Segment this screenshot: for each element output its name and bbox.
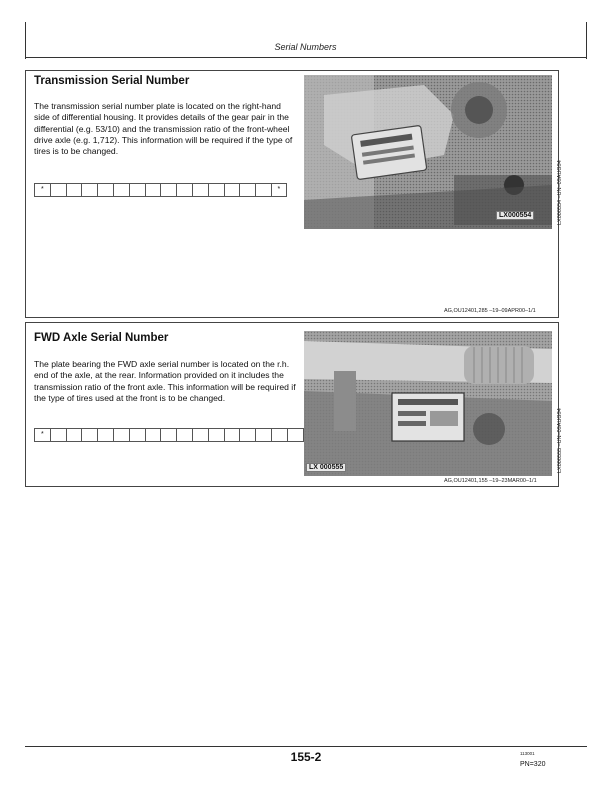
- serial-box: [145, 428, 161, 442]
- serial-box: [287, 428, 303, 442]
- serial-box: [66, 183, 82, 197]
- photo-label: LX 000555: [306, 463, 346, 472]
- reference-code: AG,OU12401,155 –19–23MAR00–1/1: [444, 478, 537, 484]
- transmission-plate-photo: [304, 75, 552, 229]
- reference-code: AG,OU12401,285 –19–09APR00–1/1: [444, 308, 536, 314]
- serial-box-end: *: [271, 183, 287, 197]
- serial-box: [129, 428, 145, 442]
- serial-box: [192, 183, 208, 197]
- serial-box: [97, 183, 113, 197]
- serial-box: [192, 428, 208, 442]
- serial-box-start: *: [34, 183, 50, 197]
- serial-box: [50, 183, 66, 197]
- serial-box-start: *: [34, 428, 50, 442]
- serial-box: [176, 183, 192, 197]
- page-number: 155-2: [290, 750, 322, 764]
- serial-box: [81, 183, 97, 197]
- photo-label: LX000554: [496, 211, 534, 220]
- transmission-serial-section: [25, 70, 563, 318]
- serial-box: [176, 428, 192, 442]
- serial-box: [255, 428, 271, 442]
- page-header-title: Serial Numbers: [274, 42, 337, 52]
- serial-number-boxes: [34, 428, 318, 442]
- footer-code: 113001: [520, 751, 535, 756]
- serial-box: [145, 183, 161, 197]
- serial-box: [255, 183, 271, 197]
- section-body: The plate bearing the FWD axle serial number is located on the r.h. end of the axle, at the rear. Information provided on it includes the transmission ratio of the front axle. This information will be required if the type of tires used at the front is to be changed.: [34, 359, 296, 403]
- serial-box: [224, 183, 240, 197]
- section-title: FWD Axle Serial Number: [34, 332, 169, 344]
- footer-pn: PN=320: [520, 761, 546, 768]
- serial-box: [113, 428, 129, 442]
- fwd-axle-plate-photo: [304, 331, 552, 476]
- serial-box: [208, 428, 224, 442]
- serial-box: [208, 183, 224, 197]
- header-left-rule: [25, 22, 26, 59]
- serial-box: [50, 428, 66, 442]
- serial-box: [97, 428, 113, 442]
- serial-box: [239, 183, 255, 197]
- serial-box: [160, 428, 176, 442]
- serial-box: [66, 428, 82, 442]
- photo-side-caption: LX000555 –UN–09AUG94: [557, 408, 563, 473]
- serial-box: [271, 428, 287, 442]
- serial-box: [224, 428, 240, 442]
- serial-box: [81, 428, 97, 442]
- section-body: The transmission serial number plate is located on the right-hand side of differential housing. It provides details of the gear pair in the differential (e.g. 53/10) and the transmission ratio of the front-wheel drive axle (e.g. 1,712). This information will be required if the type of tires is to be changed.: [34, 101, 293, 157]
- header-right-rule: [586, 22, 587, 59]
- serial-box: [129, 183, 145, 197]
- photo-side-caption: LX000554 –UN–09AUG94: [557, 160, 563, 225]
- serial-number-boxes: [34, 183, 287, 197]
- serial-box: [113, 183, 129, 197]
- fwd-axle-serial-section: [25, 322, 563, 487]
- header-rule: [25, 57, 587, 58]
- serial-box: [239, 428, 255, 442]
- serial-box: [160, 183, 176, 197]
- footer-rule: [25, 746, 587, 747]
- section-title: Transmission Serial Number: [34, 75, 190, 87]
